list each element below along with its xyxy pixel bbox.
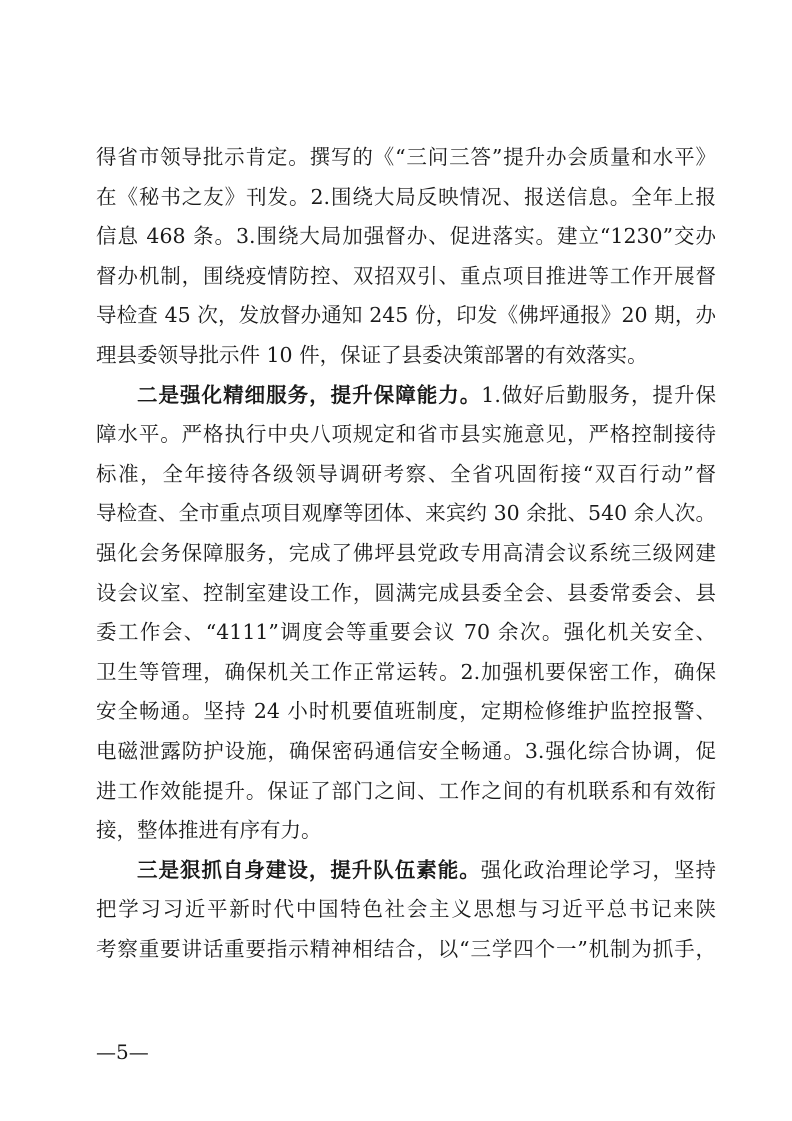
text-line: 导检查、全市重点项目观摩等团体、来宾约 30 余批、540 余人次。 — [96, 501, 716, 526]
text-line: 委工作会、“4111”调度会等重要会议 70 余次。强化机关安全、 — [96, 620, 716, 645]
text-line: 督办机制，围绕疫情防控、双招双引、重点项目推进等工作开展督 — [96, 263, 716, 288]
text-line: 进工作效能提升。保证了部门之间、工作之间的有机联系和有效衔 — [96, 778, 716, 803]
paragraph-heading: 三是狠抓自身建设，提升队伍素能。 — [137, 857, 481, 882]
page-number: —5— — [96, 1040, 149, 1064]
paragraph-3 — [96, 851, 716, 970]
text-span: 1.做好后勤服务，提升保 — [481, 382, 717, 407]
paragraph-2 — [96, 376, 716, 851]
text-line: 卫生等管理，确保机关工作正常运转。2.加强机要保密工作，确保 — [96, 659, 716, 684]
text-line: 理县委领导批示件 10 件，保证了县委决策部署的有效落实。 — [96, 342, 648, 367]
text-line: 电磁泄露防护设施，确保密码通信安全畅通。3.强化综合协调，促 — [96, 738, 716, 763]
paragraph-first-line — [96, 376, 716, 416]
text-line: 强化会务保障服务，完成了佛坪县党政专用高清会议系统三级网建 — [96, 540, 716, 565]
text-span: 强化政治理论学习，坚持 — [480, 857, 717, 882]
text-line: 导检查 45 次，发放督办通知 245 份，印发《佛坪通报》20 期，办 — [96, 303, 716, 328]
text-line: 信息 468 条。3.围绕大局加强督办、促进落实。建立“1230”交办 — [96, 224, 716, 249]
paragraph-1 — [96, 138, 716, 376]
text-line: 接，整体推进有序有力。 — [96, 818, 322, 843]
paragraph-heading: 二是强化精细服务，提升保障能力。 — [137, 382, 482, 407]
text-line: 把学习习近平新时代中国特色社会主义思想与习近平总书记来陕 — [96, 897, 716, 922]
text-line: 安全畅通。坚持 24 小时机要值班制度，定期检修维护监控报警、 — [96, 699, 716, 724]
paragraph-first-line — [96, 851, 716, 891]
document-body — [96, 138, 716, 969]
text-line: 考察重要讲话重要指示精神相结合，以“三学四个一”机制为抓手， — [96, 936, 716, 961]
text-line: 设会议室、控制室建设工作，圆满完成县委全会、县委常委会、县 — [96, 580, 716, 605]
text-line: 在《秘书之友》刊发。2.围绕大局反映情况、报送信息。全年上报 — [96, 184, 716, 209]
text-line: 障水平。严格执行中央八项规定和省市县实施意见，严格控制接待 — [96, 422, 716, 447]
text-line: 标准，全年接待各级领导调研考察、全省巩固衔接“双百行动”督 — [96, 461, 716, 486]
text-line: 得省市领导批示肯定。撰写的《“三问三答”提升办会质量和水平》 — [96, 145, 716, 169]
